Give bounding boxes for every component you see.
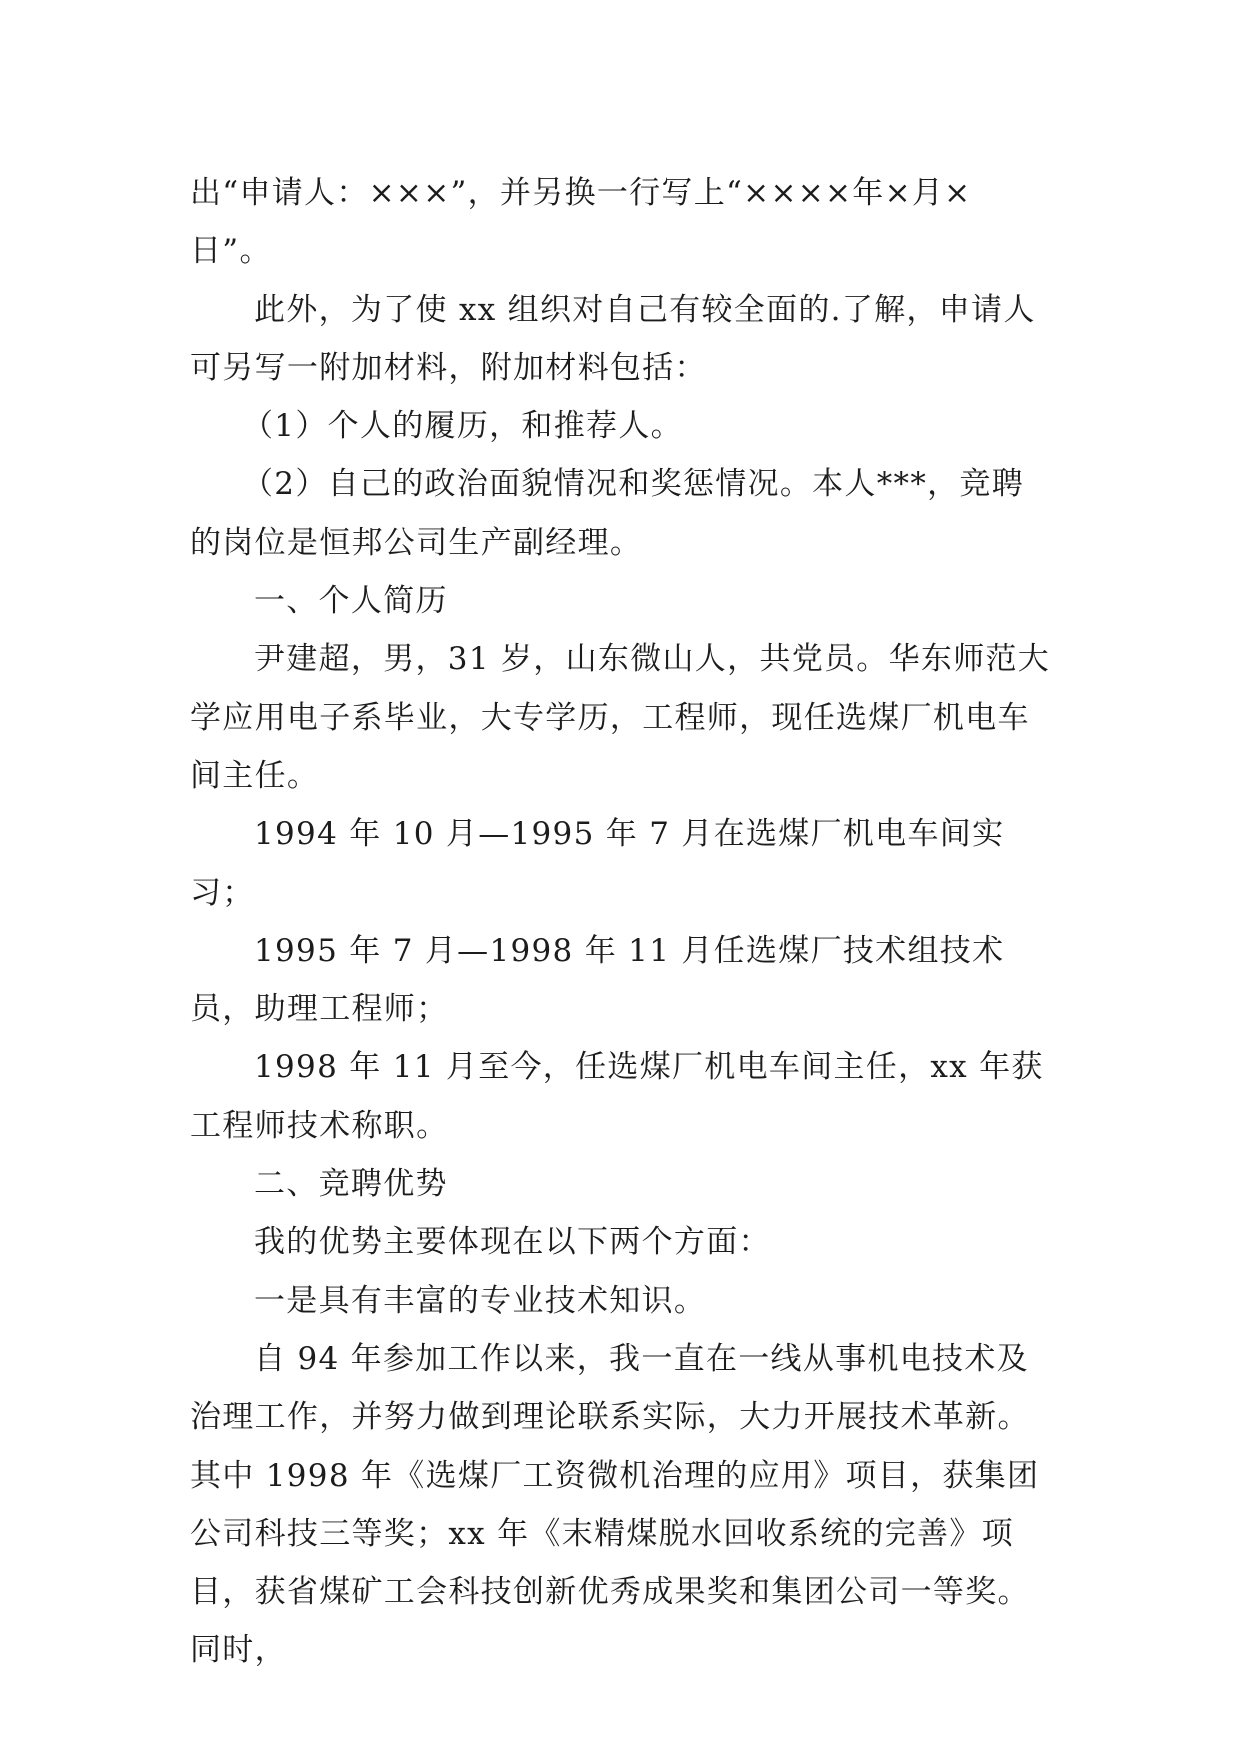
resume-entry-1998: 1998 年 11 月至今，任选煤厂机电车间主任，xx 年获工程师技术称职。 bbox=[190, 1049, 1044, 1144]
paragraph-additional-materials: 此外，为了使 xx 组织对自己有较全面的.了解，申请人可另写一附加材料，附加材料包括： bbox=[190, 291, 1036, 386]
section-heading-resume: 一、个人简历 bbox=[254, 583, 448, 620]
list-item-resume: （1）个人的履历，和推荐人。 bbox=[242, 408, 683, 445]
resume-entry-1995: 1995 年 7 月—1998 年 11 月任选煤厂技术组技术员，助理工程师； bbox=[190, 932, 1005, 1028]
paragraph-advantages-intro: 我的优势主要体现在以下两个方面： bbox=[254, 1224, 771, 1261]
list-item-political-status: （2）自己的政治面貌情况和奖惩情况。本人***，竞聘的岗位是恒邦公司生产副经理。 bbox=[190, 466, 1025, 561]
paragraph-advantage-one: 一是具有丰富的专业技术知识。 bbox=[254, 1282, 707, 1319]
paragraph-signature-instructions: 出“申请人：×××”，并另换一行写上“××××年×月×日”。 bbox=[190, 175, 972, 270]
paragraph-personal-info: 尹建超，男，31 岁，山东微山人，共党员。华东师范大学应用电子系毕业，大专学历，工程师，现任选煤厂机电车间主任。 bbox=[190, 641, 1051, 794]
resume-entry-1994: 1994 年 10 月—1995 年 7 月在选煤厂机电车间实习； bbox=[190, 816, 1005, 911]
paragraph-work-experience: 自 94 年参加工作以来，我一直在一线从事机电技术及治理工作，并努力做到理论联系实际，大力开展技术革新。其中 1998 年《选煤厂工资微机治理的应用》项目，获集团公司科技三等奖；xx 年《末精煤脱水回收系统的完善》项目，获省煤矿工会科技创新优秀成果奖和集团公司一等奖。同时， bbox=[190, 1340, 1040, 1669]
section-heading-advantages: 二、竞聘优势 bbox=[254, 1166, 448, 1203]
document-body bbox=[190, 164, 1052, 1680]
